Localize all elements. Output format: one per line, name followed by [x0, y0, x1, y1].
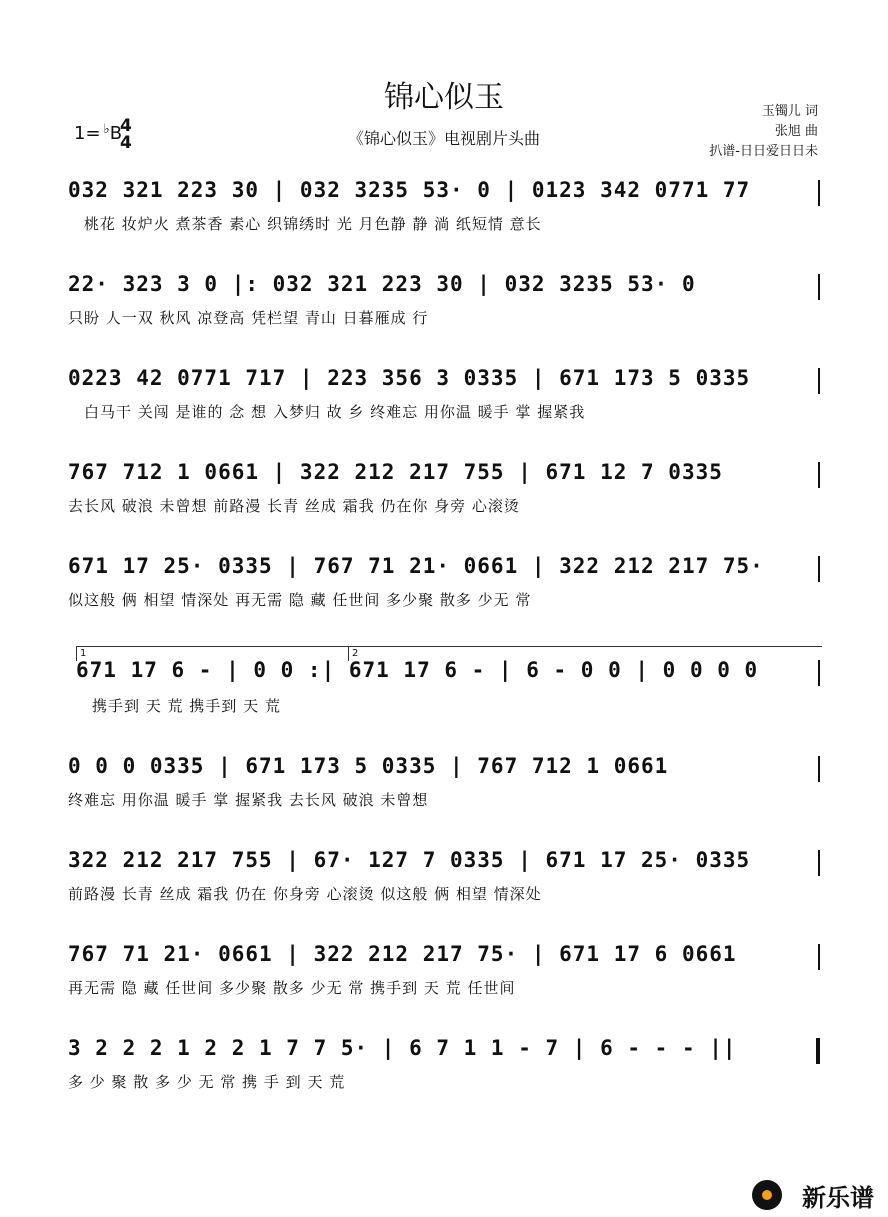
subtitle: 《锦心似玉》电视剧片头曲	[347, 129, 540, 148]
page-title: 锦心似玉	[384, 80, 504, 115]
score-line: 22· 323 3 0 |: 032 321 223 30 | 032 3235 53· 0	[68, 272, 696, 296]
barline	[818, 660, 820, 686]
logo-icon	[752, 1180, 782, 1210]
lyric-line: 携手到 天 荒 携手到 天 荒	[92, 697, 281, 715]
key-signature	[74, 122, 122, 144]
lyric-line: 终难忘 用你温 暖手 掌 握紧我 去长风 破浪 未曾想	[68, 791, 429, 809]
score-line: 767 71 21· 0661 | 322 212 217 75· | 671 17 6 0661	[68, 942, 737, 966]
lyric-line: 白马干 关闯 是谁的 念 想 入梦归 故 乡 终难忘 用你温 暖手 掌 握紧我	[84, 403, 586, 421]
lyric-line: 前路漫 长青 丝成 霜我 仍在 你身旁 心滚烫 似这般 俩 相望 情深处	[68, 885, 542, 903]
brand-logo: 新乐谱	[802, 1184, 874, 1212]
score-line: 671 17 6 - | 0 0 :| 671 17 6 - | 6 - 0 0 | 0 0 0 0	[76, 658, 759, 682]
key-prefix: 1=	[74, 123, 101, 144]
composer-credit: 张旭 曲	[774, 124, 818, 139]
barline	[818, 556, 820, 582]
volta-2: 2	[348, 646, 822, 661]
final-barline	[816, 1038, 820, 1064]
score-line: 0223 42 0771 717 | 223 356 3 0335 | 671 173 5 0335	[68, 366, 751, 390]
lyricist-credit: 玉镯儿 词	[761, 104, 818, 119]
time-signature	[120, 118, 132, 152]
barline	[818, 368, 820, 394]
barline	[818, 756, 820, 782]
barline	[818, 462, 820, 488]
lyric-line: 多 少 聚 散 多 少 无 常 携 手 到 天 荒	[68, 1073, 346, 1091]
lyric-line: 只盼 人一双 秋风 凉登高 凭栏望 青山 日暮雁成 行	[68, 309, 429, 327]
lyric-line: 桃花 妆炉火 煮茶香 素心 织锦绣时 光 月色静 静 淌 纸短情 意长	[84, 215, 542, 233]
transcriber-credit: 扒谱-日日爱日日未	[709, 144, 818, 159]
score-line: 767 712 1 0661 | 322 212 217 755 | 671 12 7 0335	[68, 460, 723, 484]
barline	[818, 850, 820, 876]
barline	[818, 274, 820, 300]
barline	[818, 180, 820, 206]
meter-top: 4	[120, 116, 132, 136]
score-line: 032 321 223 30 | 032 3235 53· 0 | 0123 342 0771 77	[68, 178, 751, 202]
barline	[818, 944, 820, 970]
meter-bottom: 4	[120, 133, 132, 153]
key-note: B	[109, 123, 123, 144]
score-line: 0 0 0 0335 | 671 173 5 0335 | 767 712 1 0661	[68, 754, 669, 778]
lyric-line: 去长风 破浪 未曾想 前路漫 长青 丝成 霜我 仍在你 身旁 心滚烫	[68, 497, 520, 515]
score-line: 671 17 25· 0335 | 767 71 21· 0661 | 322 212 217 75·	[68, 554, 764, 578]
volta-1: 1	[76, 646, 348, 661]
score-line: 3 2 2 2 1 2 2 1 7 7 5· | 6 7 1 1 - 7 | 6 - - - ||	[68, 1036, 737, 1060]
lyric-line: 似这般 俩 相望 情深处 再无需 隐 藏 任世间 多少聚 散多 少无 常	[68, 591, 532, 609]
score-line: 322 212 217 755 | 67· 127 7 0335 | 671 17 25· 0335	[68, 848, 751, 872]
lyric-line: 再无需 隐 藏 任世间 多少聚 散多 少无 常 携手到 天 荒 任世间	[68, 979, 516, 997]
flat-icon: ♭	[103, 122, 110, 137]
